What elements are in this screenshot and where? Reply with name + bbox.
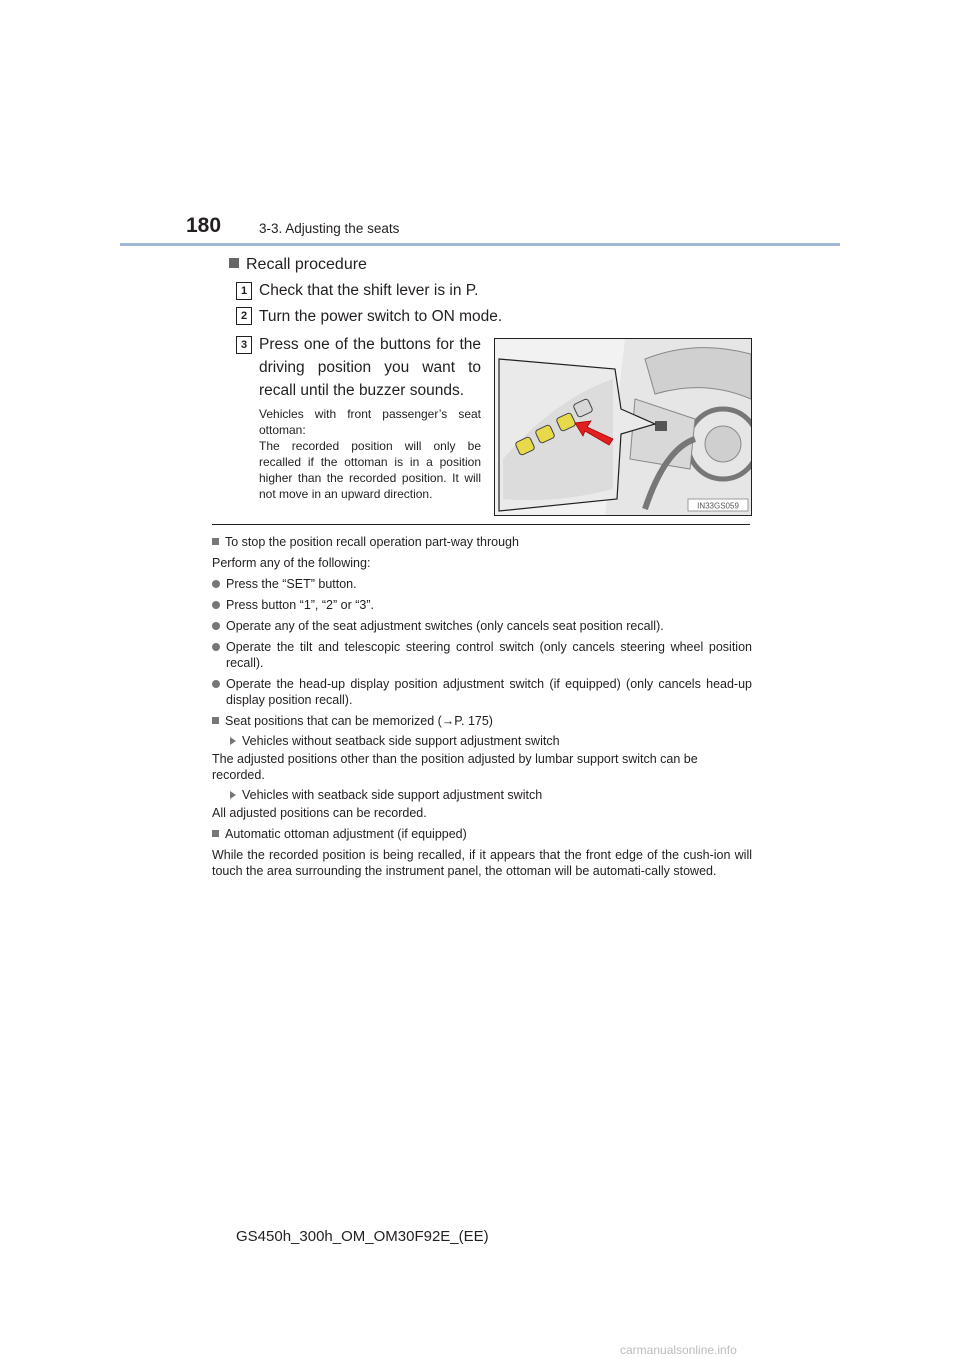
variant-label-with: Vehicles with seatback side support adjustment switch <box>212 787 752 803</box>
ottoman-heading-text: Automatic ottoman adjustment (if equipped) <box>225 827 467 841</box>
memorized-heading-text: Seat positions that can be memorized (→P. 175) <box>225 714 493 728</box>
header-rule <box>120 243 840 246</box>
procedure-title-text: Recall procedure <box>246 256 367 273</box>
step-1-text: Check that the shift lever is in P. <box>259 282 479 299</box>
square-bullet-icon <box>212 830 219 837</box>
list-item: Operate any of the seat adjustment switches (only cancels seat position recall). <box>212 618 752 634</box>
stop-recall-heading-text: To stop the position recall operation part-way through <box>225 535 519 549</box>
bullet-dot-icon <box>212 601 220 609</box>
figure-code: IN33GS059 <box>697 501 739 511</box>
list-item: Operate the tilt and telescopic steering control switch (only cancels steering wheel position recall). <box>212 639 752 671</box>
square-bullet-icon <box>212 538 219 545</box>
variant-text-without: The adjusted positions other than the position adjusted by lumbar support switch can be recorded. <box>212 752 698 782</box>
notes-section <box>212 534 752 879</box>
ottoman-text: While the recorded position is being recalled, if it appears that the front edge of the cush-ion will touch the area surrounding the instrument panel, the ottoman will be automati-cally stowed. <box>212 848 752 878</box>
list-item: Press button “1”, “2” or “3”. <box>212 597 752 613</box>
square-bullet-icon <box>229 258 239 268</box>
ottoman-note <box>259 406 481 502</box>
variant-text-with: All adjusted positions can be recorded. <box>212 806 427 820</box>
memorized-heading <box>212 713 752 729</box>
bullet-dot-icon <box>212 643 220 651</box>
triangle-bullet-icon <box>230 791 236 799</box>
square-bullet-icon <box>212 717 219 724</box>
stop-intro: Perform any of the following: <box>212 556 371 570</box>
note-line-2: The recorded position will only be recalled if the ottoman is in a position higher than the recorded position. It will not move in an upward direction. <box>259 439 481 501</box>
list-item: Press the “SET” button. <box>212 576 752 592</box>
notes-divider <box>212 524 750 525</box>
bullet-dot-icon <box>212 680 220 688</box>
document-id: GS450h_300h_OM_OM30F92E_(EE) <box>236 1228 489 1245</box>
list-item: Operate the head-up display position adjustment switch (if equipped) (only cancels head-up display position recall). <box>212 676 752 708</box>
step-badge-2: 2 <box>236 307 252 325</box>
memory-buttons-figure <box>494 338 752 516</box>
step-2-text: Turn the power switch to ON mode. <box>259 308 503 325</box>
door-panel-illustration <box>495 339 751 515</box>
step-badge-3: 3 <box>236 336 252 354</box>
stop-recall-heading <box>212 534 752 550</box>
bullet-dot-icon <box>212 622 220 630</box>
bullet-dot-icon <box>212 580 220 588</box>
triangle-bullet-icon <box>230 737 236 745</box>
section-title: 3-3. Adjusting the seats <box>259 221 400 236</box>
note-line-1: Vehicles with front passenger’s seat ottoman: <box>259 407 481 437</box>
step-badge-1: 1 <box>236 282 252 300</box>
procedure-title <box>229 256 367 274</box>
step-3-text: Press one of the buttons for the driving position you want to recall until the buzzer sounds. <box>259 336 481 399</box>
page-number: 180 <box>186 214 222 237</box>
variant-label-without: Vehicles without seatback side support adjustment switch <box>212 733 752 749</box>
watermark: carmanualsonline.info <box>620 1343 737 1357</box>
ottoman-heading <box>212 826 752 842</box>
